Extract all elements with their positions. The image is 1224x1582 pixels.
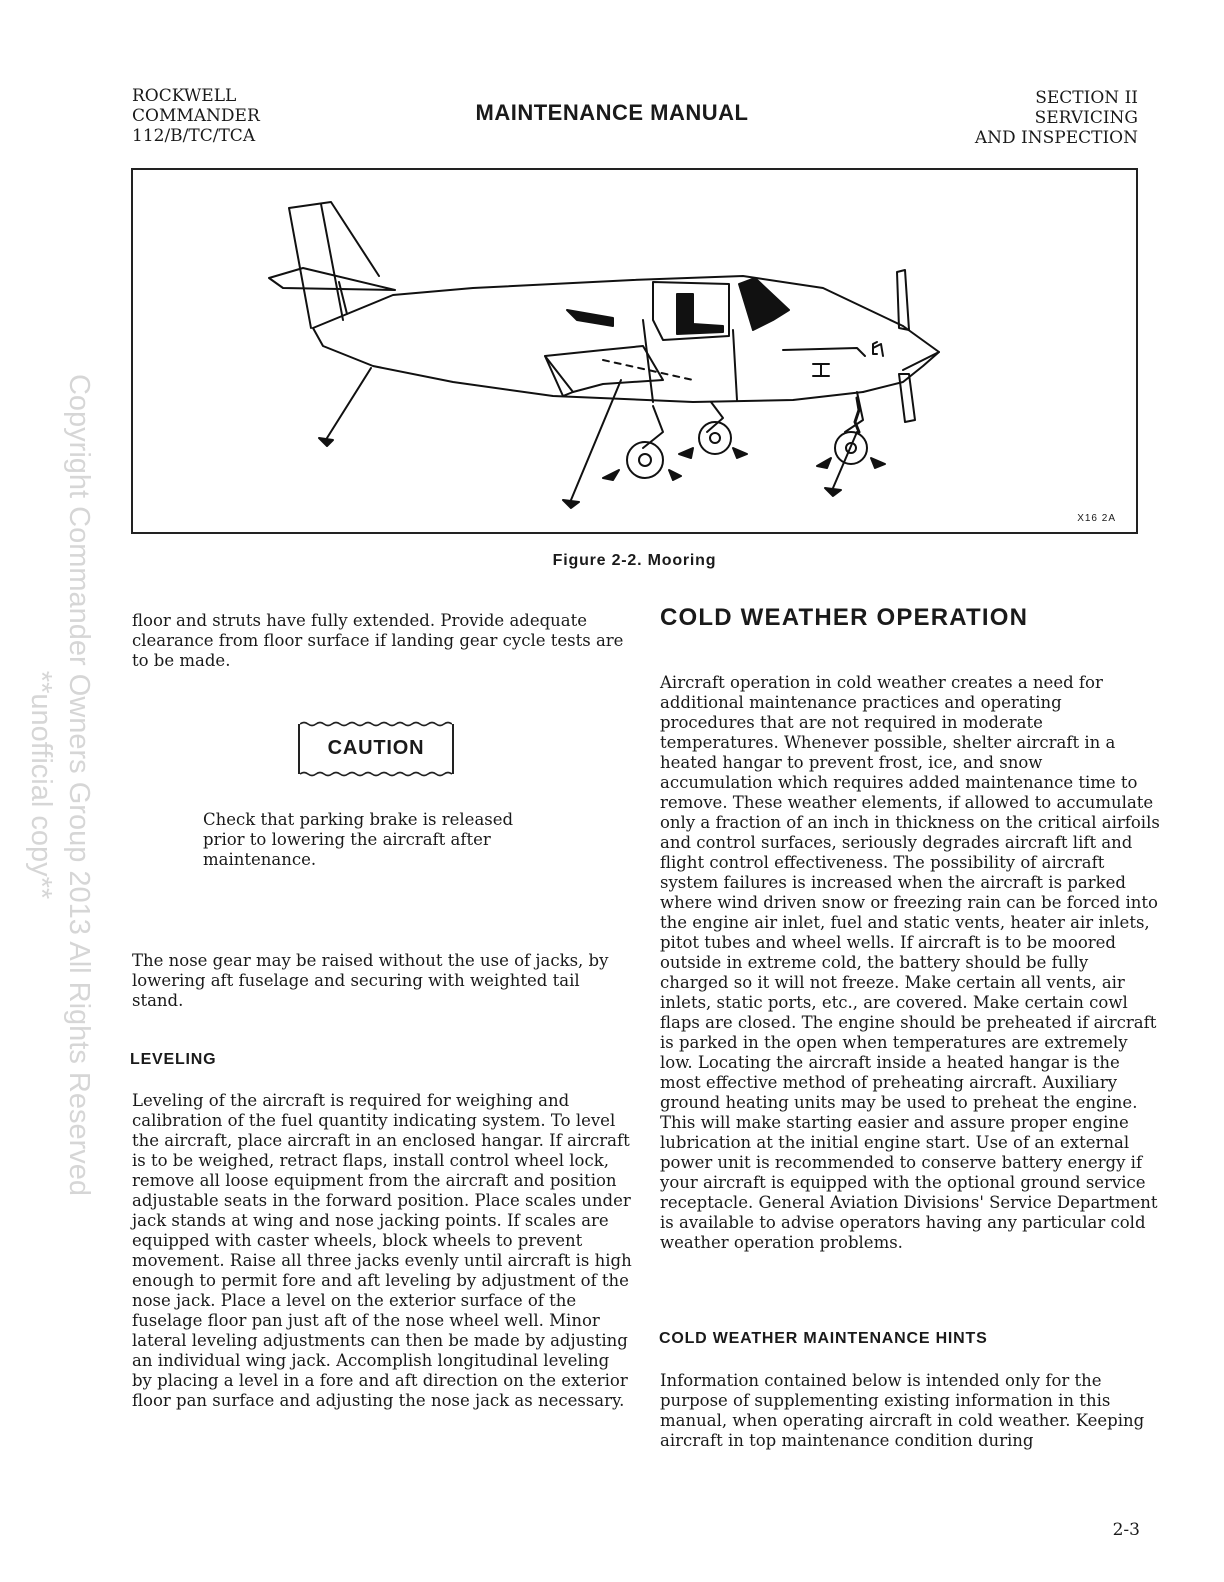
watermark-line-2: **unofficial copy** (25, 670, 57, 900)
header-section-block (975, 88, 1138, 148)
fuselage-mark (813, 364, 829, 376)
manual-title: MAINTENANCE MANUAL (475, 100, 749, 125)
second-hub (710, 433, 720, 443)
door-line-2 (733, 330, 737, 400)
header-right-line-2: SERVICING (1034, 108, 1138, 128)
nose-chain (855, 398, 859, 432)
header-model-block (132, 86, 260, 146)
aircraft-mooring-illustration (133, 170, 1136, 532)
wing (545, 346, 663, 392)
page-number: 2-3 (1112, 1520, 1140, 1540)
tail-tiedown-anchor (319, 438, 333, 446)
spinner (903, 326, 939, 370)
copyright-watermark (22, 374, 98, 1196)
hints-heading: COLD WEATHER MAINTENANCE HINTS (659, 1330, 988, 1347)
propeller-lower (899, 374, 915, 422)
caution-message (203, 810, 543, 870)
leveling-heading: LEVELING (130, 1051, 217, 1068)
leveling-text: Leveling of the aircraft is required for weighing and calibration of the fuel quantity indicating system. To level the aircraft, place aircraft in an enclosed hangar. If aircraft is to be weighed, retract flaps, install control wheel lock, remove all loose equipment from the aircraft and position adjustable seats in the forward position. Place scales under jack stands at wing and nose jacking points. If scales are equipped with caster wheels, block wheels to prevent movement. Raise all three jacks evenly until aircraft is high enough to permit fore and aft leveling by adjustment of the nose jack. Place a level on the exterior surface of the fuselage floor pan just aft of the nose wheel well. Minor lateral leveling adjustments can then be made by adjusting an individual wing jack. Accomplish longitudinal leveling by placing a level in a fore and aft direction on the exterior floor pan surface and adjusting the nose jack as necessary. (132, 1091, 632, 1410)
vertical-tail (289, 202, 379, 328)
nose-tiedown-anchor (825, 488, 841, 496)
hints-text: Information contained below is intended only for the purpose of supplementing existing information in this manual, when operating aircraft in cold weather. Keeping aircraft in top maintenance condition during (660, 1371, 1145, 1450)
second-wheel (699, 422, 731, 454)
tail-tiedown-rope (327, 368, 371, 438)
cowl-panel (783, 348, 865, 356)
propeller-upper (897, 270, 909, 330)
header-right-line-3: AND INSPECTION (974, 128, 1138, 148)
main-hub (639, 454, 651, 466)
nose-gear-strut (845, 392, 863, 432)
figure-id-code: X16 2A (1077, 513, 1116, 524)
caution-wave-top (300, 721, 452, 727)
header-left-line-2: COMMANDER (132, 106, 260, 126)
cold-weather-text: Aircraft operation in cold weather creates a need for additional maintenance practices and operating procedures that are not required in moderate temperatures. Whenever possible, shelter aircraft in a heated hangar to prevent frost, ice, and snow accumulation which requires added maintenance time to remove. These weather elements, if allowed to accumulate only a fraction of an inch in thickness on the critical airfoils and control surfaces, seriously degrades aircraft lift and flight control effectiveness. The possibility of aircraft system failures is increased when the aircraft is parked where wind driven snow or freezing rain can be forced into the engine air inlet, fuel and static vents, heater air inlets, pitot tubes and wheel wells. If aircraft is to be moored outside in extreme cold, the battery should be fully charged so it will not freeze. Make certain all vents, air inlets, static ports, etc., are covered. Make certain cowl flaps are closed. The engine should be preheated if aircraft is parked in the open when temperatures are extremely low. Locating the aircraft inside a heated hangar is the most effective method of preheating aircraft. Auxiliary ground heating units may be used to preheat the engine. This will make starting easier and assure proper engine lubrication at the initial engine start. Use of an external power unit is recommended to conserve battery energy if your aircraft is equipped with the optional ground service receptacle. General Aviation Divisions' Service Department is available to advise operators having any particular cold weather operation problems. (660, 673, 1160, 1252)
rear-window (567, 310, 613, 326)
cold-weather-section (660, 673, 1160, 1253)
caution-wave-bottom (300, 771, 452, 777)
hints-section (660, 1371, 1154, 1451)
cold-weather-heading: COLD WEATHER OPERATION (660, 604, 1029, 631)
caution-message-text: Check that parking brake is released prior to lowering the aircraft after maintenance. (203, 810, 514, 869)
second-gear-strut (707, 402, 723, 432)
mooring-figure (131, 168, 1138, 534)
left-para-2-text: The nose gear may be raised without the use of jacks, by lowering aft fuselage and securing with weighted tail stand. (132, 951, 609, 1010)
left-para-2 (132, 951, 632, 1011)
header-left-line-3: 112/B/TC/TCA (132, 126, 256, 146)
rudder-line (321, 204, 343, 320)
left-para-1-text: floor and struts have fully extended. Provide adequate clearance from floor surface if landing gear cycle tests are to be made. (132, 611, 624, 670)
caution-label: CAUTION (327, 737, 425, 759)
fuselage-bottom (313, 328, 863, 402)
caution-box (298, 724, 454, 774)
windshield (739, 278, 789, 330)
side-window-post (677, 294, 723, 334)
leveling-section (132, 1091, 632, 1411)
watermark-line-1: Copyright Commander Owners Group 2013 All Rights Reserved (63, 373, 95, 1197)
left-para-1 (132, 611, 632, 671)
figure-caption: Figure 2-2. Mooring (552, 552, 717, 569)
header-left-line-1: ROCKWELL (132, 86, 237, 106)
header-right-line-1: SECTION II (1035, 88, 1138, 108)
wing-tiedown-anchor (563, 500, 579, 508)
